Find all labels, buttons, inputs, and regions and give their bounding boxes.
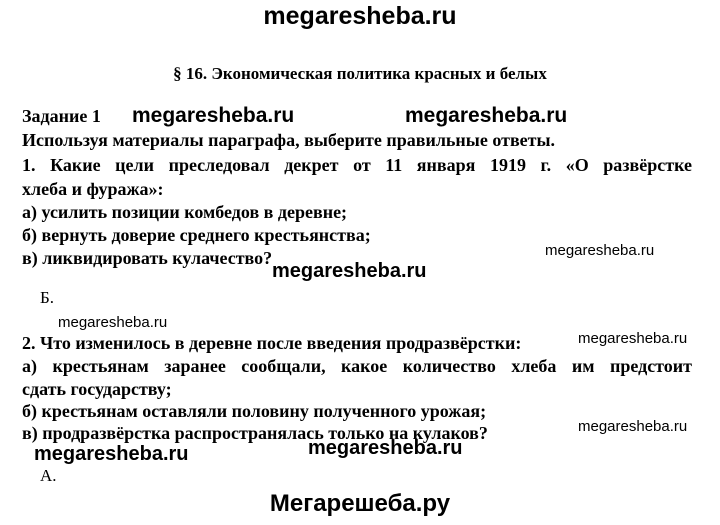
watermark: megaresheba.ru: [578, 330, 688, 347]
question-2-option-a: а) крестьянам заранее сообщали, какое количество хлеба им предстоит: [22, 356, 692, 376]
watermark: megaresheba.ru: [308, 437, 463, 459]
question-1-option-b: б) вернуть доверие среднего крестьянства;: [22, 225, 371, 245]
watermark: megaresheba.ru: [272, 260, 427, 282]
watermark-top: megaresheba.ru: [263, 2, 457, 30]
task-label: Задание 1: [22, 106, 101, 126]
watermark-bottom: Мегарешеба.ру: [269, 490, 451, 517]
question-1-option-a: а) усилить позиции комбедов в деревне;: [22, 202, 348, 222]
watermark: megaresheba.ru: [132, 104, 295, 127]
question-2-option-c: в) продразвёрстка распространялась только на кулаков?: [22, 423, 488, 443]
watermark: megaresheba.ru: [34, 443, 189, 465]
question-1-answer: Б.: [40, 288, 55, 307]
question-2-option-a-cont: сдать государству;: [22, 379, 172, 399]
task-instruction: Используя материалы параграфа, выберите правильные ответы.: [22, 130, 556, 150]
question-1-text: 1. Какие цели преследовал декрет от 11 января 1919 г. «О развёрстке: [22, 155, 692, 175]
question-2-answer: А.: [40, 466, 57, 485]
watermark: megaresheba.ru: [545, 242, 655, 259]
question-2-text: 2. Что изменилось в деревне после введения продразвёрстки:: [22, 333, 522, 353]
section-title: § 16. Экономическая политика красных и белых: [173, 64, 547, 83]
watermark: megaresheba.ru: [578, 418, 688, 435]
question-2-option-b: б) крестьянам оставляли половину полученного урожая;: [22, 401, 487, 421]
question-1-text-cont: хлеба и фуража»:: [22, 179, 164, 199]
watermark: megaresheba.ru: [58, 314, 168, 331]
question-1-option-c: в) ликвидировать кулачество?: [22, 248, 273, 268]
watermark: megaresheba.ru: [405, 104, 568, 127]
